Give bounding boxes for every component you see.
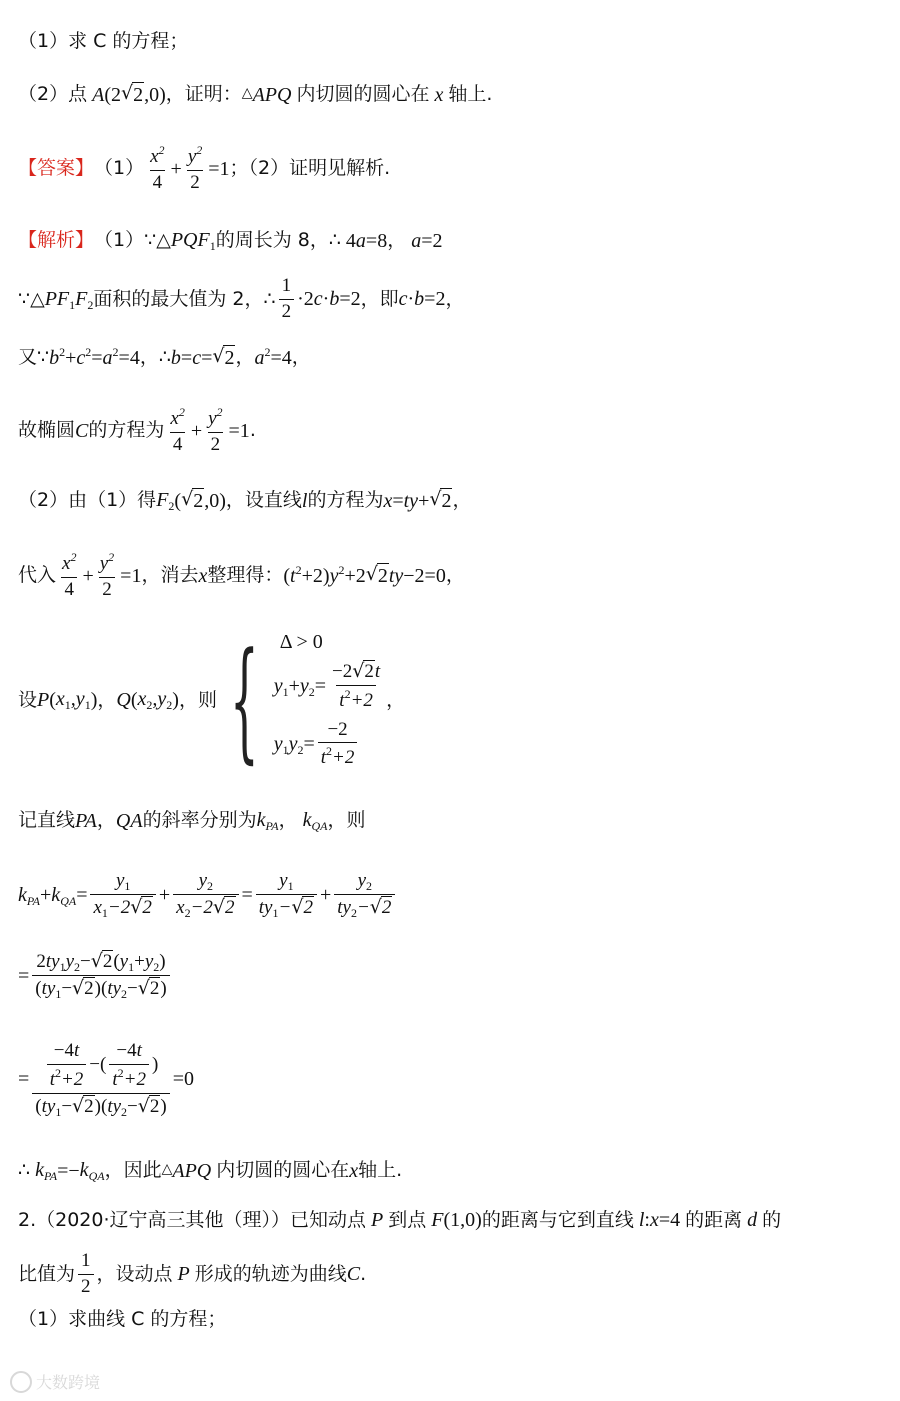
analysis-system: 设 P ( $x_1,y_1$ ) ， Q ( $x_2,y_2$ ) ，则 { Δ > 0 $y_1$ + $y_2$ = −2 √ 2 t $t^2+2$ $y_1y_2$ = $\frac{-2}{t^2+2}$ ， — [18, 624, 406, 777]
problem-2-line-1: 2.（2020·辽宁高三其他（理））已知动点 P 到点 F (1,0) 的距离与它到直线 l : x =4 的距离 d 的 — [18, 1208, 782, 1231]
analysis-tag: 【解析】 — [18, 229, 95, 252]
watermark-logo-icon — [10, 1371, 32, 1393]
watermark: 大数跨境 — [10, 1370, 100, 1393]
answer-tag: 【答案】 — [18, 157, 95, 180]
answer-line: 【答案】 （1） $\frac{x^2}{4}$ + $\frac{y^2}{2}$ =1 ；（2）证明见解析. — [18, 143, 391, 193]
problem-2-part-1: （1）求曲线 C 的方程； — [18, 1308, 227, 1330]
analysis-conclusion: ∴ $k_{PA}$ =− $k_{QA}$ ，因此 △ APQ 内切圆的圆心在 x 轴上. — [18, 1159, 403, 1183]
question-part-2: （2）点 A (2 √ 2 ,0) ，证明： △ APQ 内切圆的圆心在 x 轴上. — [18, 82, 493, 106]
analysis-line-4: 故椭圆 C 的方程为 $\frac{x^2}{4}$ + $\frac{y^2}{2}$ =1 . — [18, 405, 256, 455]
analysis-slopes: 记直线 PA ， QA 的斜率分别为 $k_{PA}$ ， $k_{QA}$ ，则 — [18, 809, 366, 833]
analysis-slope-sum: $k_{PA}$ + $k_{QA}$ = $y_1$ $x_1-2$ √ 2 + $y_2$ $x_2-2$ √ 2 = $y_1$ $ty_1-$ √ 2 + $y_2$ $ty_2-$ √ 2 — [18, 870, 398, 921]
question-part-1: （1）求 C 的方程； — [18, 30, 189, 52]
analysis-substitution: 代入 $\frac{x^2}{4}$ + $\frac{y^2}{2}$ =1 ，消去 x 整理得： ( $t^2$ +2) $y^2$ +2 √ 2 ty −2=0 ， — [18, 550, 465, 600]
analysis-step-2: = $2ty_1y_2-$ √ 2 $(y_1+y_2)$ ($ty_1-$ √ 2 )($ty_2-$ √ 2 ) — [18, 950, 173, 1002]
analysis-line-1: 【解析】 （1）∵△ $PQF_1$ 的周长为 8，∴ 4 a =8 ， a =2 — [18, 229, 443, 253]
problem-2-line-2: 比值为 $\frac{1}{2}$ ，设动点 P 形成的轨迹为曲线 C . — [18, 1250, 367, 1297]
analysis-part-2: （2）由（1）得 $F_2$ ( √ 2 ,0) ，设直线 l 的方程为 x = ty + √ 2 ， — [18, 488, 472, 513]
analysis-step-3: = $\frac{-4t}{t^2+2}$ −( $\frac{-4t}{t^2+2}$ ) ($ty_1-$ √ 2 )($ty_2-$ √ 2 ) =0 — [18, 1040, 194, 1119]
analysis-line-2: ∵△ $PF_1F_2$ 面积的最大值为 2，∴ $\frac{1}{2}$ ·2 c · b =2 ，即 c · b =2 ， — [18, 275, 465, 322]
analysis-line-3: 又∵ $b^2$ + $c^2$ = $a^2$ =4 ，∴ b = c = √ 2 ， $a^2$ =4 ， — [18, 345, 311, 369]
